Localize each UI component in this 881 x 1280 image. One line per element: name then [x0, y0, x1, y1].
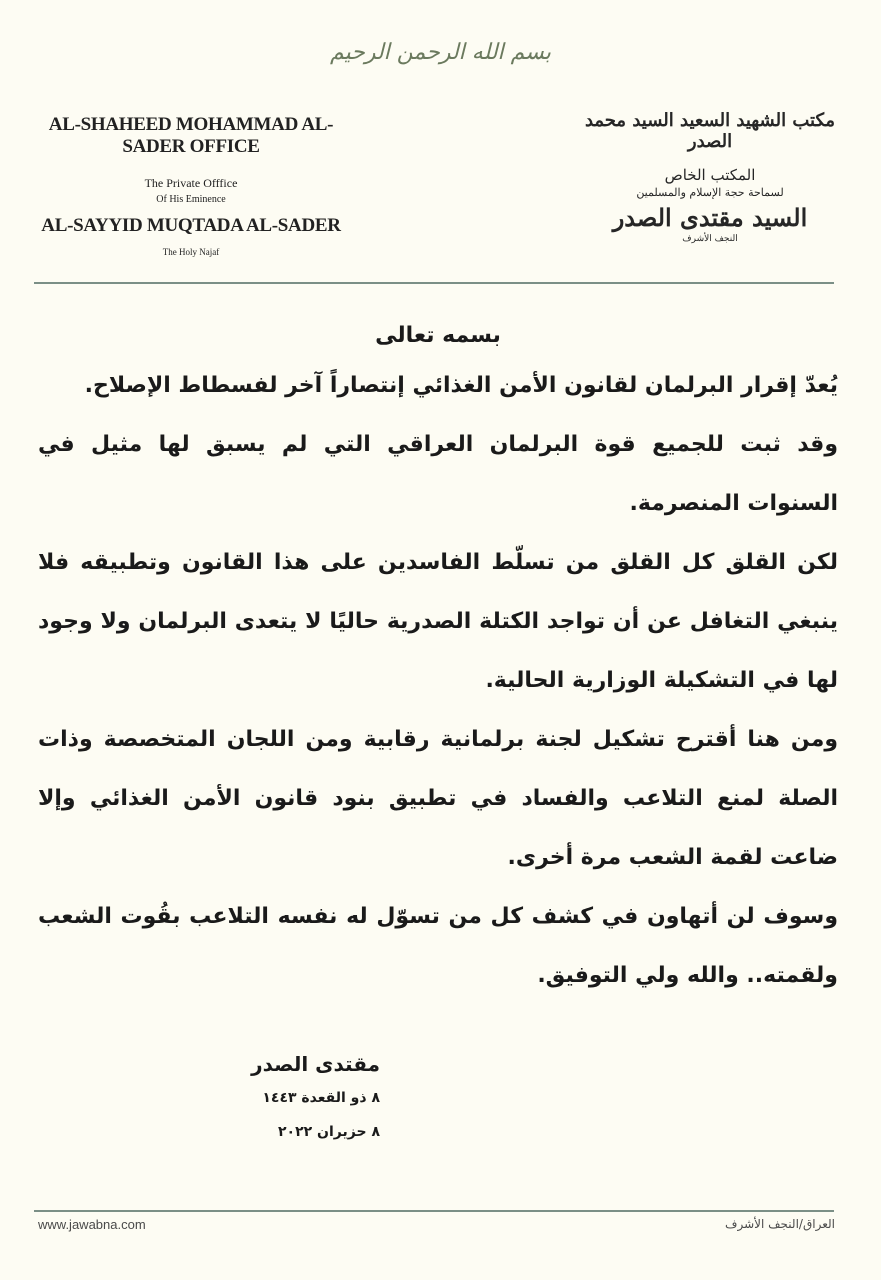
footer-location: العراق/النجف الأشرف — [725, 1217, 835, 1231]
english-letterhead — [26, 114, 356, 257]
city-en: The Holy Najaf — [162, 247, 220, 257]
date-hijri: ٨ ذو القعدة ١٤٤٣ — [262, 1090, 380, 1106]
city-ar: النجف الأشرف — [682, 234, 738, 244]
paragraph: وقد ثبت للجميع قوة البرلمان العراقي التي لم يسبق لها مثيل في السنوات المنصرمة. — [38, 432, 838, 516]
paragraph: لكن القلق كل القلق من تسلّط الفاسدين على هذا القانون وتطبيقه فلا ينبغي التغافل عن أن تواجد الكتلة الصدرية حاليًا لا يتعدى البرلمان ولا وجود لها في التشكيلة الوزارية الحالية. — [38, 550, 838, 693]
paragraph: ومن هنا أقترح تشكيل لجنة برلمانية رقابية ومن اللجان المتخصصة وذات الصلة لمنع التلاعب والفساد في تطبيق بنود قانون الأمن الغذائي وإلا ضاعت لقمة الشعب مرة أخرى. — [38, 727, 838, 870]
sayyid-name-ar: السيد مقتدى الصدر — [612, 203, 808, 232]
signature-name: مقتدى الصدر — [251, 1052, 380, 1076]
basmala: بسم الله الرحمن الرحيم — [329, 40, 552, 65]
eminence-en: Of His Eminence — [156, 194, 226, 205]
signature-block — [210, 1052, 380, 1144]
invocation: بسمه تعالى — [375, 323, 501, 348]
private-office-en: The Private Offfice — [144, 176, 238, 190]
arabic-letterhead — [560, 110, 860, 244]
letter-body — [38, 316, 838, 1005]
paragraph: يُعدّ إقرار البرلمان لقانون الأمن الغذائي إنتصاراً آخر لفسطاط الإصلاح. — [84, 373, 838, 398]
paragraph: وسوف لن أتهاون في كشف كل من تسوّل له نفسه التلاعب بقُوت الشعب ولقمته.. والله ولي التوفيق. — [38, 904, 838, 988]
private-office-ar: المكتب الخاص — [664, 166, 756, 184]
website-link[interactable]: www.jawabna.com — [38, 1217, 146, 1232]
header-divider — [34, 282, 834, 284]
footer-divider — [34, 1210, 834, 1212]
date-gregorian: ٨ حزيران ٢٠٢٢ — [278, 1124, 380, 1140]
sayyid-name-en: AL-SAYYID MUQTADA AL-SADER — [41, 215, 341, 236]
eminence-ar: لسماحة حجة الإسلام والمسلمين — [636, 186, 784, 199]
office-title-ar: مكتب الشهيد السعيد السيد محمد الصدر — [584, 110, 836, 152]
office-title-en: AL-SHAHEED MOHAMMAD AL-SADER OFFICE — [48, 114, 334, 157]
